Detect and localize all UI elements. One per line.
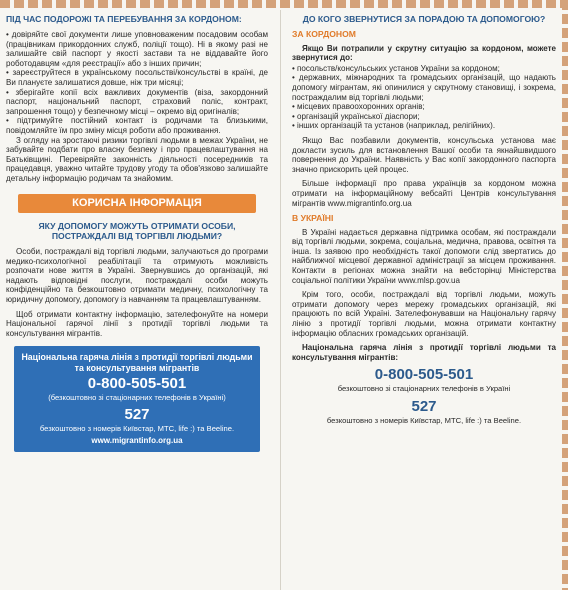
advice-heading: ДО КОГО ЗВЕРНУТИСЯ ЗА ПОРАДОЮ ТА ДОПОМОГОЮ? [302, 14, 546, 24]
travel-heading: ПІД ЧАС ПОДОРОЖІ ТА ПЕРЕБУВАННЯ ЗА КОРДОНОМ: [6, 14, 242, 24]
hotline-box [14, 346, 260, 452]
abroad-intro: Якщо Ви потрапили у скрутну ситуацію за кордоном, можете звернутися до: [292, 43, 556, 63]
list-item: • посольств/консульських установ України за кордоном; [292, 63, 500, 73]
hotline-title: Національна гаряча лінія з протидії торгівлі людьми та консультування мігрантів [21, 352, 253, 373]
list-item: • зареєструйтеся в українському посольстві/консульстві в країні, де Ви плануєте залишатися довше, ніж три місяці; [6, 68, 268, 87]
ukraine-title: В УКРАЇНІ [292, 213, 334, 224]
abroad-title: ЗА КОРДОНОМ [292, 29, 356, 39]
decorative-border-top [0, 0, 568, 8]
website-link[interactable]: www.migrantinfo.org.ua [91, 436, 183, 446]
decorative-border-right [562, 0, 568, 590]
hotline-phone-note: (безкоштовно зі стаціонарних телефонів в Україні) [48, 393, 226, 403]
abroad-list [292, 64, 556, 131]
right-column [292, 14, 556, 426]
help-contact-paragraph: Щоб отримати контактну інформацію, зателефонуйте на номери Національної гарячої лінії з протидії торгівлі людьми та консультування мігрантів. [6, 309, 268, 338]
hotline-title-right: Національна гаряча лінія з протидії торгівлі людьми та консультування мігрантів: [292, 343, 556, 362]
ukraine-ngo-paragraph: Крім того, особи, постраждалі від торгівлі людьми, можуть отримати допомогу через мережу громадських організацій, які працюють по всій Україні. Зателефонувавши на Національну гарячу лінію з протидії торгівлі людьми, можна отримати контактну інформацію обласних громадських організацій. [292, 290, 556, 338]
list-item: • підтримуйте постійний контакт із родичами та близькими, повідомляйте їм про зміну місця роботи або проживання. [6, 116, 268, 135]
list-item: • організацій української діаспори; [292, 111, 420, 121]
hotline-short-note: безкоштовно з номерів Київстар, МТС, life :) та Beeline. [39, 424, 235, 434]
hotline-phone: 0-800-505-501 [87, 375, 187, 393]
abroad-info-paragraph: Більше інформації про права українців за кордоном можна отримати на інформаційному вебсайті Центрів консультування мігрантів www.migrantinfo.org.ua [292, 179, 556, 208]
left-column [6, 14, 268, 452]
travel-bullets [6, 30, 268, 136]
hotline-short-number-right: 527 [411, 398, 437, 415]
hotline-phone-note-right: безкоштовно зі стаціонарних телефонів в Україні [337, 384, 511, 394]
useful-info-banner: КОРИСНА ІНФОРМАЦІЯ [18, 194, 256, 214]
list-item: • місцевих правоохоронних органів; [292, 102, 425, 112]
list-item: • зберігайте копії всіх важливих документів (віза, закордонний паспорт, національний паспорт, страховий поліс, контракт, запрошення тощо) у безпечному місці – окремо від оригіналів; [6, 87, 268, 116]
ukraine-paragraph: В Україні надається державна підтримка особам, які постраждали від торгівлі людьми, зокрема, соціальна, медична, правова, освітня та інша. Із заявою про необхідність такої допомоги слід звертатись до найближчої місцевої державної адміністрації за місцем проживання. Контакти в регіонах можна знайти на вебсторінці Міністерства соціальної політики України www.mlsp.gov.ua [292, 227, 556, 285]
hotline-short-number: 527 [124, 406, 150, 424]
hotline-short-note-right: безкоштовно з номерів Київстар, МТС, life :) та Beeline. [326, 416, 522, 425]
help-paragraph: Особи, постраждалі від торгівлі людьми, залучаються до програми медико-психологічної реабілітації та отримують можливість розпочати нове життя в Україні. Звернувшись до організацій, які надають відповідні послуги, постраждалі особи можуть конфіденційно та безкоштовно отримати медичну, психологічну та юридичну допомогу, допомогу із навчанням та працевлаштуванням. [6, 247, 268, 305]
travel-paragraph: З огляду на зростаючі ризики торгівлі людьми в межах України, не забувайте подбати про власну безпеку і про працевлаштування на Батьківщині. Перевіряйте законність діяльності посередників та працедавця, уважно читайте трудову угоду та обов'язково залишайте детальну інформацію родичам та знайомим. [6, 135, 268, 183]
list-item: • довіряйте свої документи лише уповноваженим посадовим особам (працівникам прикордонних служб, поліції тощо). Ні в якому разі не залишайте свій паспорт у якості застави та не віддавайте його роботодавцям «для реєстрації» або з інших причин; [6, 30, 268, 68]
list-item: • державних, міжнародних та громадських організацій, що надають допомогу мігрантам, які опинилися у скрутному становищі, і зокрема, постраждалим від торгівлі людьми; [292, 73, 556, 102]
help-heading: ЯКУ ДОПОМОГУ МОЖУТЬ ОТРИМАТИ ОСОБИ, ПОСТРАЖДАЛІ ВІД ТОРГІВЛІ ЛЮДЬМИ? [38, 221, 236, 242]
column-divider [280, 10, 281, 590]
list-item: • інших організацій та установ (наприклад, релігійних). [292, 121, 496, 131]
hotline-phone-right: 0-800-505-501 [374, 366, 474, 384]
abroad-documents-paragraph: Якщо Вас позбавили документів, консульська установа має докласти зусиль для встановлення Вашої особи та якнайшвидшого повернення до України. Наявність у Вас копії закордонного паспорта значно прискорить цей процес. [292, 135, 556, 174]
